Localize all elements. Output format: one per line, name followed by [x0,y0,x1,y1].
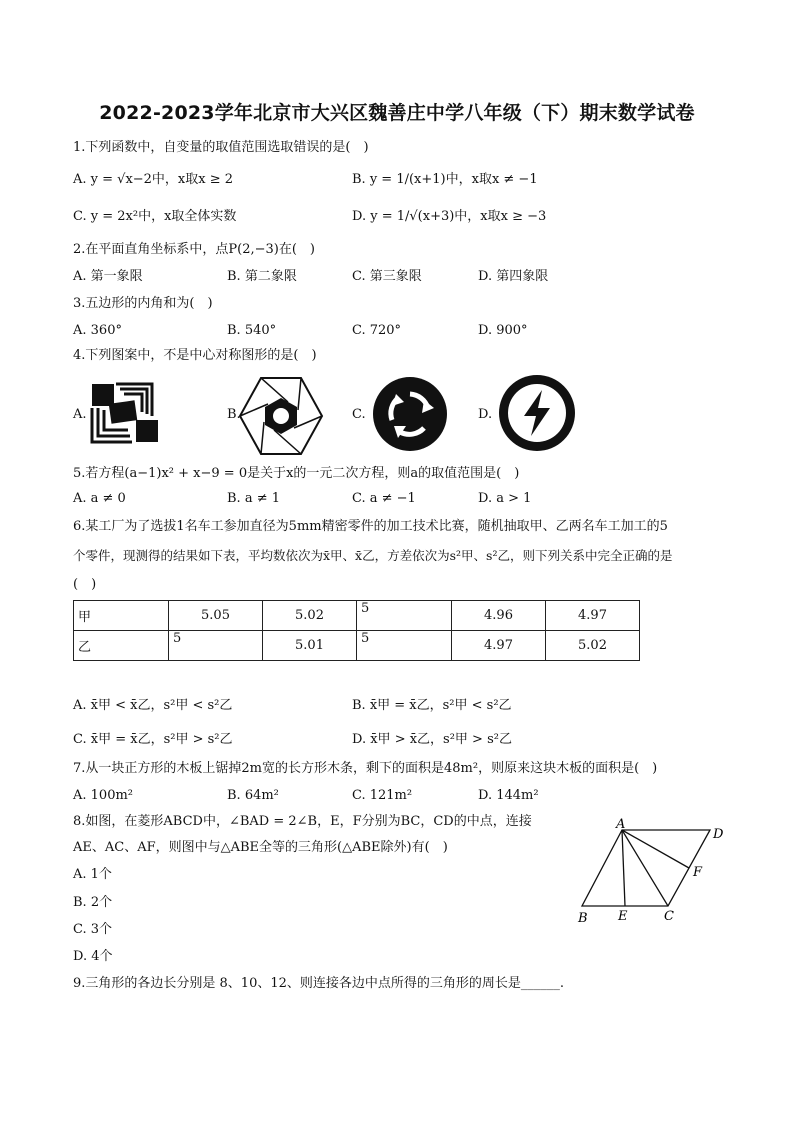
vertex-label-d: D [713,827,724,842]
q3-option-c[interactable]: C. 720° [352,323,402,338]
q8-option-a[interactable]: A. 1个 [73,867,112,882]
q4-figure-a[interactable] [90,380,160,446]
table-cell: 4.96 [452,601,546,631]
table-cell: 5.01 [263,631,357,661]
point-label-f: F [693,865,703,880]
segment-af [622,830,689,868]
q3-stem: 3.五边形的内角和为( ) [73,296,213,311]
q8-stem-line2: AE、AC、AF，则图中与△ABE全等的三角形(△ABE除外)有( ) [73,840,448,855]
q4-figure-d[interactable] [498,374,576,452]
q7-option-c[interactable]: C. 121m² [352,788,413,803]
table-cell: 5.02 [546,631,640,661]
q4a-square-tl [92,384,114,406]
q1-option-d[interactable]: D. y = 1/√(x+3)中，x取x ≥ −3 [352,209,547,224]
q6-stem-line1: 6.某工厂为了选拔1名车工参加直径为5mm精密零件的加工技术比赛，随机抽取甲、乙两名车工加工的5 [73,519,668,534]
q8-option-b[interactable]: B. 2个 [73,895,113,910]
q2-stem: 2.在平面直角坐标系中，点P(2,−3)在( ) [73,242,316,257]
q3-option-d[interactable]: D. 900° [478,323,528,338]
rhombus-abcd [582,830,710,906]
q5-option-b[interactable]: B. a ≠ 1 [227,491,280,506]
table-cell: 5 [357,631,452,661]
vertex-label-b: B [578,911,588,926]
q4-option-c-label[interactable]: C. [352,407,366,422]
point-label-e: E [618,909,628,924]
table-row [74,631,640,661]
table-cell: 5 [169,631,263,661]
q2-option-a[interactable]: A. 第一象限 [73,269,143,284]
q6-option-c[interactable]: C. x̄甲 = x̄乙，s²甲 > s²乙 [73,732,233,747]
q6-data-table [73,600,640,661]
q6-stem-line2: 个零件，现测得的结果如下表，平均数依次为x̄甲、x̄乙，方差依次为s²甲、s²乙，则下列关系中完全正确的是 [73,548,673,563]
q7-option-b[interactable]: B. 64m² [227,788,279,803]
q6-option-d[interactable]: D. x̄甲 > x̄乙，s²甲 > s²乙 [352,732,512,747]
table-cell: 4.97 [546,601,640,631]
vertex-label-a: A [616,818,626,832]
table-cell: 5 [357,601,452,631]
segment-ac [622,830,668,906]
table-cell: 甲 [74,601,169,631]
table-cell: 5.05 [169,601,263,631]
q6-option-b[interactable]: B. x̄甲 = x̄乙，s²甲 < s²乙 [352,698,512,713]
vertex-label-c: C [664,909,674,924]
q5-option-a[interactable]: A. a ≠ 0 [73,491,126,506]
q3-option-a[interactable]: A. 360° [73,323,122,338]
q4-figure-c[interactable] [372,376,448,452]
q7-option-a[interactable]: A. 100m² [73,788,134,803]
q4-option-b-label[interactable]: B. [227,407,241,422]
q4-stem: 4.下列图案中，不是中心对称图形的是( ) [73,348,317,363]
table-cell: 4.97 [452,631,546,661]
q4a-square-br [136,420,158,442]
q7-option-d[interactable]: D. 144m² [478,788,539,803]
table-cell: 5.02 [263,601,357,631]
q2-option-c[interactable]: C. 第三象限 [352,269,422,284]
q1-option-c[interactable]: C. y = 2x²中，x取全体实数 [73,209,237,224]
q8-rhombus-figure [572,818,732,928]
q5-option-d[interactable]: D. a > 1 [478,491,532,506]
q2-option-d[interactable]: D. 第四象限 [478,269,549,284]
q6-option-a[interactable]: A. x̄甲 < x̄乙，s²甲 < s²乙 [73,698,233,713]
q6-stem-line3: ( ) [73,577,97,592]
q2-option-b[interactable]: B. 第二象限 [227,269,297,284]
q4-option-a-label[interactable]: A. [73,407,87,422]
q8-option-c[interactable]: C. 3个 [73,922,113,937]
q9-stem: 9.三角形的各边长分别是 8、10、12、则连接各边中点所得的三角形的周长是______. [73,976,565,991]
q4b-center-hole [273,408,289,424]
q1-option-b[interactable]: B. y = 1/(x+1)中，x取x ≠ −1 [352,172,538,187]
q5-option-c[interactable]: C. a ≠ −1 [352,491,416,506]
table-row [74,601,640,631]
table-cell: 乙 [74,631,169,661]
segment-ae [622,830,625,906]
q5-stem: 5.若方程(a−1)x² + x−9 = 0是关于x的一元二次方程，则a的取值范围是( ) [73,466,520,481]
q4a-center-block [109,400,138,423]
q8-rhombus-lines [582,830,710,906]
exam-title: 2022-2023学年北京市大兴区魏善庄中学八年级（下）期末数学试卷 [99,102,695,124]
q3-option-b[interactable]: B. 540° [227,323,277,338]
q7-stem: 7.从一块正方形的木板上锯掉2m宽的长方形木条，剩下的面积是48m²，则原来这块木板的面积是( ) [73,761,658,776]
q1-option-a[interactable]: A. y = √x−2中，x取x ≥ 2 [73,172,234,187]
q8-option-d[interactable]: D. 4个 [73,949,113,964]
q8-stem-line1: 8.如图，在菱形ABCD中，∠BAD = 2∠B，E，F分别为BC，CD的中点，连接 [73,814,532,829]
q1-stem: 1.下列函数中，自变量的取值范围选取错误的是( ) [73,140,369,155]
q4-option-d-label[interactable]: D. [478,407,493,422]
q4-figure-b[interactable] [236,376,326,456]
q4c-disc [373,377,447,451]
